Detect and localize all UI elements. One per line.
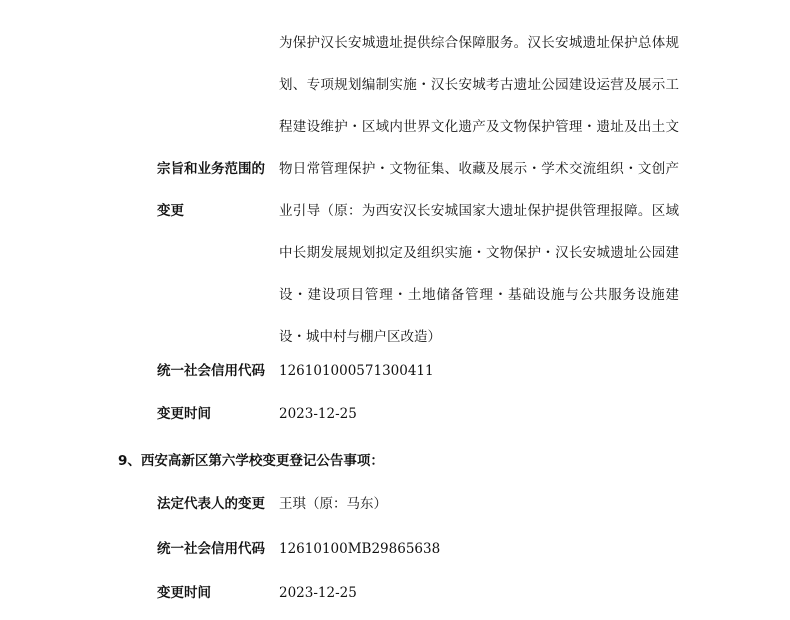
scope-change-label: 宗旨和业务范围的变更 xyxy=(157,161,265,219)
change-time-value: 2023-12-25 xyxy=(279,585,357,601)
credit-code-label: 统一社会信用代码 xyxy=(157,541,265,557)
legal-rep-value: 王琪（原：马东） xyxy=(279,496,387,512)
credit-code-value: 12610100MB29865638 xyxy=(279,541,441,557)
scope-change-value: 为保护汉长安城遗址提供综合保障服务。汉长安城遗址保护总体规划、专项规划编制实施・汉长安城考古遗址公园建设运营及展示工程建设维护・区域内世界文化遗产及文物保护管理・遗址及出土文物日常管理保护・文物征集、收藏及展示・学术交流组织・文创产业引导（原：为西安汉长安城国家大遗址保护提供管理报障。区域中长期发展规划拟定及组织实施・文物保护・汉长安城遗址公园建设・建设项目管理・土地储备管理・基础设施与公共服务设施建设・城中村与棚户区改造） xyxy=(279,35,679,345)
change-time-label: 变更时间 xyxy=(157,585,211,601)
legal-rep-label: 法定代表人的变更 xyxy=(157,496,265,512)
section-heading-9: 9、西安高新区第六学校变更登记公告事项： xyxy=(118,453,384,469)
change-time-value: 2023-12-25 xyxy=(279,406,357,422)
credit-code-label: 统一社会信用代码 xyxy=(157,363,265,379)
change-time-label: 变更时间 xyxy=(157,406,211,422)
credit-code-value: 126101000571300411 xyxy=(279,363,434,379)
